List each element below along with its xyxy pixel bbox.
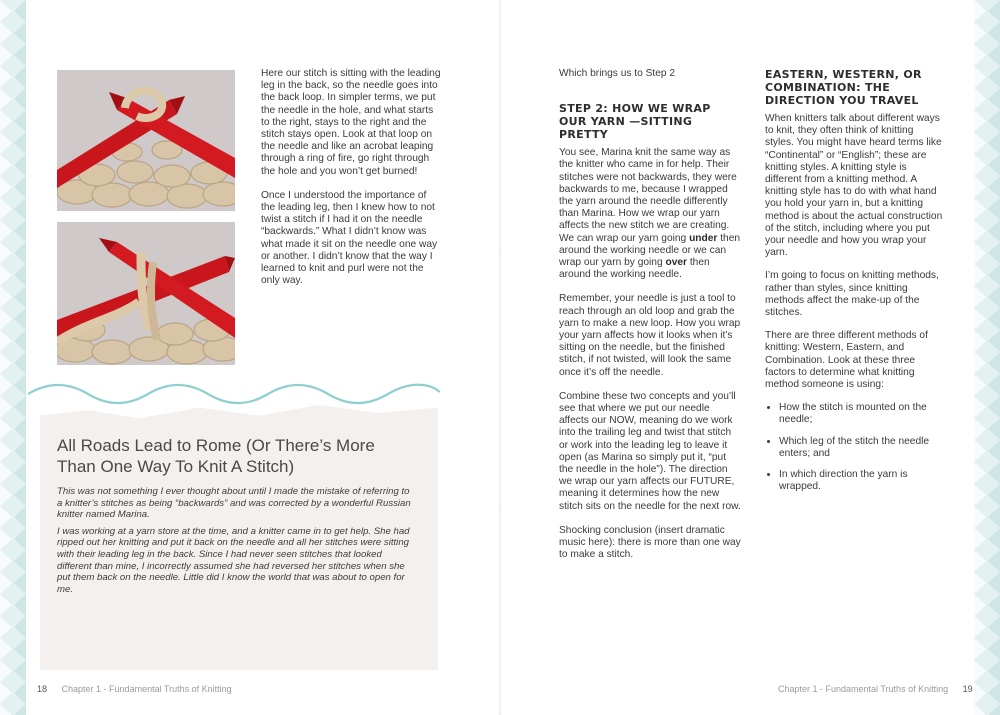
left-text-column	[261, 68, 441, 299]
paragraph-three-methods: There are three different methods of knitting: Western, Eastern, and Combination. Look at these three factors to determine what knitting method someone is using:	[765, 330, 928, 391]
factors-list	[765, 402, 943, 493]
paragraph-marina	[559, 147, 741, 281]
knitting-photo-back-loop	[57, 70, 235, 211]
lead-line: Which brings us to Step 2	[559, 68, 676, 79]
footer-left	[37, 684, 232, 694]
chapter-label-right: Chapter 1 - Fundamental Truths of Knitting	[778, 684, 949, 694]
footer-right	[778, 684, 973, 694]
paragraph-styles: When knitters talk about different ways to knit, they often think of knitting styles. You might have heard terms like “Continental” or “English”; these are knitting styles. A knitting style is different from a knitting method. A knitting style has to do with what hand you hold your yarn in, but a knitting method is about the actual construction of the stitch, including where you put your needle and how you wrap your yarn.	[765, 113, 943, 259]
knitting-photo-wrapped-stitch	[57, 222, 235, 365]
callout-body	[57, 486, 417, 600]
paragraph-marina-part-3: then around the working needle.	[559, 257, 710, 281]
wave-divider	[28, 380, 440, 406]
left-edge-pattern	[0, 0, 26, 715]
paragraph-focus: I’m going to focus on knitting methods, rather than styles, since knitting methods affect the make-up of the stitches.	[765, 270, 939, 319]
paragraph-leading-leg: Once I understood the importance of the leading leg, then I knew how to not twist a stitch if I had it on the needle “backwards.” What I didn’t know was what made it sit on the needle one way or another. I didn’t know that the way I learned to knit and purl were not the only way.	[261, 189, 438, 287]
chapter-label-left: Chapter 1 - Fundamental Truths of Knitting	[61, 684, 232, 694]
paragraph-back-loop: Here our stitch is sitting with the leading leg in the back, so the needle goes into the back loop. In simpler terms, we put the needle in the hole, and what starts to the right, stays to the right and the stitch stays open. Look at that loop on the needle and like an acrobat leaping through a ring of fire, go right through the hole and you won’t get burned!	[261, 68, 441, 177]
paragraph-needle-tool: Remember, your needle is just a tool to reach through an old loop and grab the yarn to make a new loop. How you wrap your yarn affects how it looks when it’s sitting on the needle, but the finished stitch, if not twisted, will look the same once it’s off the needle.	[559, 293, 741, 378]
methods-heading: EASTERN, WESTERN, OR COMBINATION: THE DIRECTION YOU TRAVEL	[765, 68, 922, 107]
book-gutter	[499, 0, 501, 715]
paragraph-combine-concepts: Combine these two concepts and you’ll see that where we put our needle affects our NOW, meaning do we work into the trailing leg and twist that stitch or work into the leading leg to leave it open (as Marina so simply put it, “put the needle in the hole”). The direction we wrap our yarn affects our FUTURE, meaning it determines how the new stitch sits on the needle for the next row.	[559, 390, 741, 512]
emphasis-under: under	[689, 232, 718, 244]
step-two-heading: STEP 2: HOW WE WRAP OUR YARN —SITTING PRETTY	[559, 102, 711, 142]
list-item: • Which leg of the stitch the needle enters; and	[779, 436, 943, 460]
emphasis-over: over	[665, 257, 687, 269]
list-item: • In which direction the yarn is wrapped.	[779, 469, 943, 493]
paragraph-marina-part-1: You see, Marina knit the same way as the knitter who came in for help. Their stitches were not backwards, they were backwards to me, because I wrapped the yarn around the needle differently than Marina. How we wrap our yarn affects the new stitch we are creating. We can wrap our yarn going	[559, 147, 737, 244]
paragraph-marina-part-2: then around the working needle or we can wrap our yarn by going	[559, 232, 741, 269]
callout-paragraph-2: I was working at a yarn store at the time, and a knitter came in to get help. She had ripped out her knitting and put it back on the needle and all her stitches were sitting with their leading leg in the back. Since I had never seen stitches that looked different than mine, I incorrectly assumed she had reversed her stitches when she put them back on the needle. Little did I know the world that was about to open for me.	[57, 525, 410, 595]
callout-title: All Roads Lead to Rome (Or There’s More Than One Way To Knit A Stitch)	[57, 436, 375, 476]
page-number-right: 19	[962, 684, 973, 694]
page-number-left: 18	[37, 684, 48, 694]
right-edge-pattern	[974, 0, 1000, 715]
list-item: • How the stitch is mounted on the needle;	[779, 402, 943, 426]
paragraph-conclusion: Shocking conclusion (insert dramatic music here): there is more than one way to make a stitch.	[559, 524, 741, 561]
callout-paragraph-1: This was not something I ever thought about until I made the mistake of referring to a knitter’s stitches as being “backwards” and was corrected by a wonderful Russian knitter named Marina.	[57, 486, 411, 521]
step-two-column	[559, 68, 741, 574]
knitting-methods-column	[765, 68, 943, 502]
